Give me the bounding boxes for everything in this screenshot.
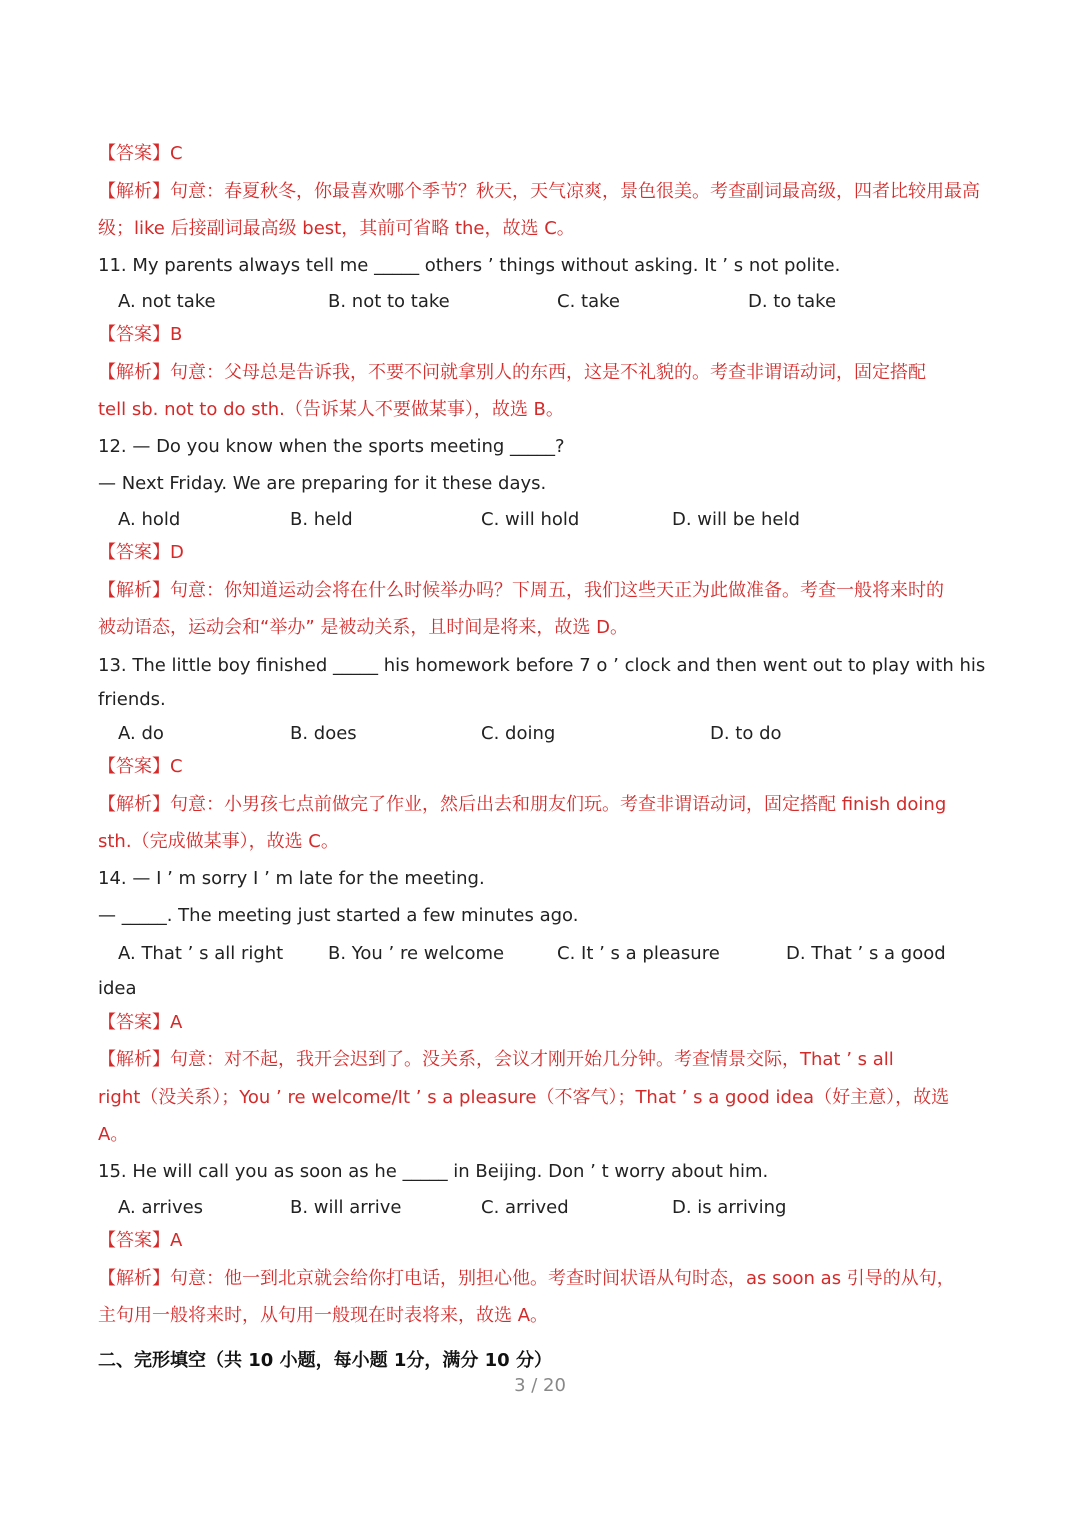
question-14-option-d: D. That ’ s a good — [786, 943, 946, 964]
explanation-14-line3: A。 — [98, 1124, 129, 1145]
question-15-option-d: D. is arriving — [672, 1197, 787, 1218]
question-15-option-a: A. arrives — [118, 1197, 204, 1218]
explanation-10-line2: 级；like 后接副词最高级 best，其前可省略 the，故选 C。 — [98, 218, 575, 239]
answer-14: 【答案】A — [98, 1012, 183, 1033]
explanation-12-line1: 【解析】句意：你知道运动会将在什么时候举办吗？下周五，我们这些天正为此做准备。考查一般将来时的 — [98, 580, 944, 601]
answer-12: 【答案】D — [98, 542, 184, 563]
question-14-line1: 14. — I ’ m sorry I ’ m late for the meeting. — [98, 868, 485, 889]
question-12-option-c: C. will hold — [481, 509, 580, 530]
section-heading-cloze: 二、完形填空（共 10 小题，每小题 1分，满分 10 分） — [98, 1350, 552, 1371]
question-12-line1: 12. — Do you know when the sports meeting _____? — [98, 436, 565, 457]
question-11-option-a: A. not take — [118, 291, 216, 312]
question-13-option-c: C. doing — [481, 723, 556, 744]
question-13-line2: friends. — [98, 689, 166, 710]
explanation-13-line2: sth.（完成做某事），故选 C。 — [98, 831, 339, 852]
question-11-option-b: B. not to take — [328, 291, 450, 312]
answer-11: 【答案】B — [98, 324, 183, 345]
question-14-option-a: A. That ’ s all right — [118, 943, 284, 964]
question-15: 15. He will call you as soon as he _____ in Beijing. Don ’ t worry about him. — [98, 1161, 769, 1182]
question-14-option-c: C. It ’ s a pleasure — [557, 943, 720, 964]
question-11-option-c: C. take — [557, 291, 620, 312]
question-11-option-d: D. to take — [748, 291, 837, 312]
explanation-11-line2: tell sb. not to do sth.（告诉某人不要做某事），故选 B。 — [98, 399, 564, 420]
question-15-option-c: C. arrived — [481, 1197, 569, 1218]
question-13-option-b: B. does — [290, 723, 357, 744]
explanation-15-line2: 主句用一般将来时，从句用一般现在时表将来，故选 A。 — [98, 1305, 549, 1326]
question-12-line2: — Next Friday. We are preparing for it these days. — [98, 473, 547, 494]
explanation-15-line1: 【解析】句意：他一到北京就会给你打电话，别担心他。考查时间状语从句时态，as soon as 引导的从句， — [98, 1268, 955, 1289]
explanation-14-line1: 【解析】句意：对不起，我开会迟到了。没关系，会议才刚开始几分钟。考查情景交际，That ’ s all — [98, 1049, 894, 1070]
question-14-line2: — _____. The meeting just started a few minutes ago. — [98, 905, 579, 926]
question-14-option-d-cont: idea — [98, 978, 137, 999]
explanation-11-line1: 【解析】句意：父母总是告诉我，不要不问就拿别人的东西，这是不礼貌的。考查非谓语动词，固定搭配 — [98, 362, 926, 383]
answer-13: 【答案】C — [98, 756, 183, 777]
question-13-option-a: A. do — [118, 723, 164, 744]
answer-10: 【答案】C — [98, 143, 183, 164]
question-13-option-d: D. to do — [710, 723, 782, 744]
question-14-option-b: B. You ’ re welcome — [328, 943, 505, 964]
page-number: 3 / 20 — [514, 1375, 566, 1396]
question-15-option-b: B. will arrive — [290, 1197, 402, 1218]
question-13-line1: 13. The little boy finished _____ his homework before 7 o ’ clock and then went out to play with his — [98, 655, 986, 676]
question-11: 11. My parents always tell me _____ others ’ things without asking. It ’ s not polite. — [98, 255, 841, 276]
question-12-option-d: D. will be held — [672, 509, 800, 530]
question-12-option-b: B. held — [290, 509, 353, 530]
answer-15: 【答案】A — [98, 1230, 183, 1251]
explanation-12-line2: 被动语态，运动会和“举办” 是被动关系，且时间是将来，故选 D。 — [98, 617, 628, 638]
explanation-14-line2: right（没关系）；You ’ re welcome/It ’ s a pleasure（不客气）；That ’ s a good idea（好主意），故选 — [98, 1087, 950, 1108]
question-12-option-a: A. hold — [118, 509, 181, 530]
explanation-10-line1: 【解析】句意：春夏秋冬，你最喜欢哪个季节？秋天，天气凉爽，景色很美。考查副词最高级，四者比较用最高 — [98, 181, 980, 202]
explanation-13-line1: 【解析】句意：小男孩七点前做完了作业，然后出去和朋友们玩。考查非谓语动词，固定搭配 finish doing — [98, 794, 947, 815]
